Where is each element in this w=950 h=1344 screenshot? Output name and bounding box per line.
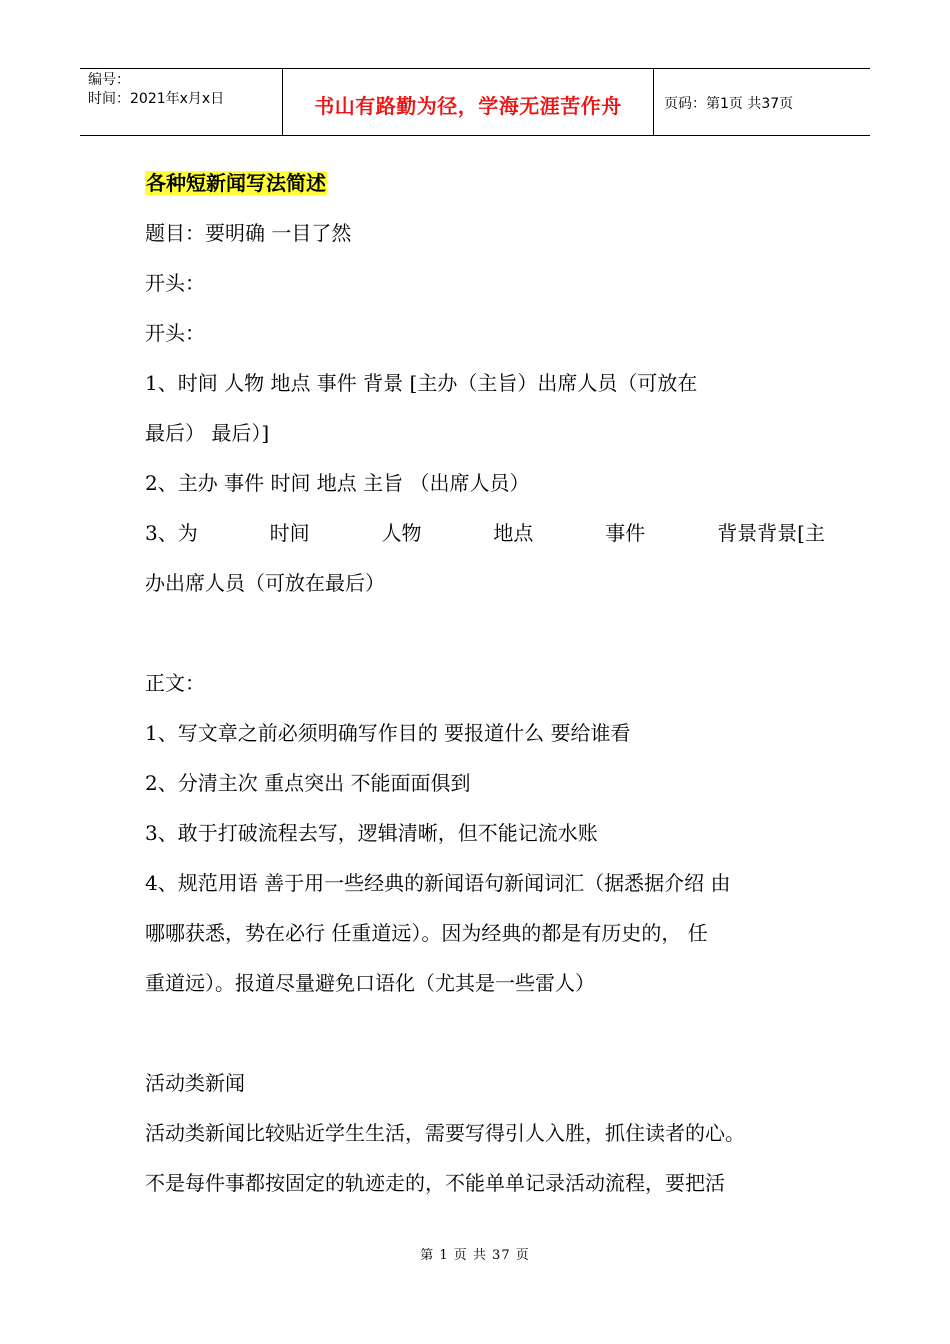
document-title: 各种短新闻写法简述: [146, 171, 326, 195]
document-title-line: [145, 158, 825, 208]
header-meta: [80, 69, 282, 135]
page-info: 页码：第1页 共37页: [664, 96, 794, 112]
paragraph-line: 1、写文章之前必须明确写作目的 要报道什么 要给谁看: [145, 721, 631, 745]
blank-line: [145, 1008, 825, 1058]
blank-line: [145, 608, 825, 658]
header-motto: 书山有路勤为径，学海无涯苦作舟: [314, 93, 622, 118]
page-footer: 第 1 页 共 37 页: [420, 1248, 530, 1263]
paragraph-line-spread: [145, 508, 825, 558]
document-body: [145, 158, 825, 1208]
date-label: 时间：2021年x月x日: [88, 91, 225, 107]
paragraph-line: 办出席人员（可放在最后）: [145, 571, 385, 595]
paragraph-line: 2、主办 事件 时间 地点 主旨 （出席人员）: [145, 471, 530, 495]
line-fragment: 3、为: [145, 521, 198, 545]
paragraph-line: 题目：要明确 一目了然: [145, 221, 352, 245]
line-fragment: 事件: [605, 521, 646, 545]
paragraph-line: 开头：: [145, 321, 205, 345]
paragraph-line: 1、时间 人物 地点 事件 背景 [主办（主旨）出席人员（可放在: [145, 371, 698, 395]
paragraph-line: 4、规范用语 善于用一些经典的新闻语句新闻词汇（据悉据介绍 由: [145, 871, 731, 895]
paragraph-line: 重道远）。报道尽量避免口语化（尤其是一些雷人）: [145, 971, 595, 995]
number-label: 编号：: [88, 72, 130, 88]
line-fragment: 时间: [269, 521, 310, 545]
paragraph-line: 不是每件事都按固定的轨迹走的，不能单单记录活动流程，要把活: [145, 1171, 725, 1195]
paragraph-line: 哪哪获悉，势在必行 任重道远）。因为经典的都是有历史的， 任: [145, 921, 708, 945]
document-header: [80, 68, 870, 136]
section-label: 活动类新闻: [145, 1071, 245, 1095]
paragraph-line: 活动类新闻比较贴近学生生活，需要写得引人入胜，抓住读者的心。: [145, 1121, 745, 1145]
line-fragment: 地点: [493, 521, 534, 545]
line-fragment: 人物: [381, 521, 422, 545]
line-fragment: 背景背景[主: [717, 521, 825, 545]
paragraph-line: 最后） 最后）]: [145, 421, 270, 445]
body-label: 正文：: [145, 671, 205, 695]
header-motto-cell: [282, 69, 654, 135]
paragraph-line: 2、分清主次 重点突出 不能面面俱到: [145, 771, 471, 795]
paragraph-line: 3、敢于打破流程去写，逻辑清晰，但不能记流水账: [145, 821, 598, 845]
paragraph-line: 开头：: [145, 271, 205, 295]
